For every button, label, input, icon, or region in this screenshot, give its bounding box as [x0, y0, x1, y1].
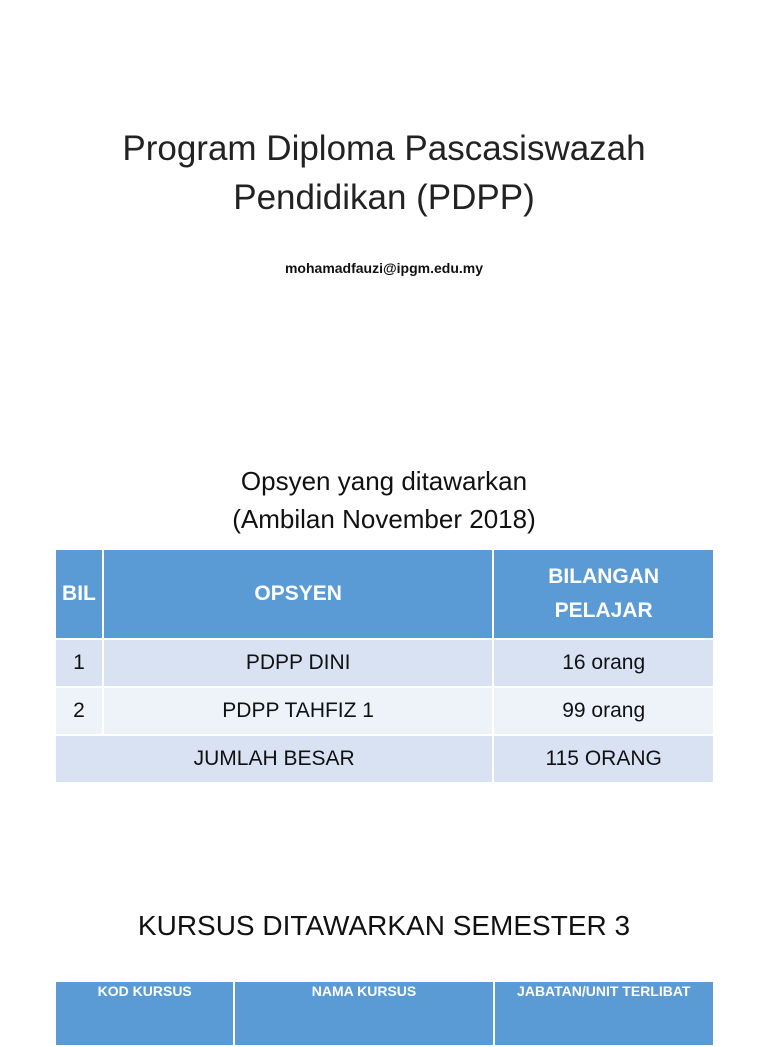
cell-bilangan: 99 orang	[493, 687, 714, 735]
header-nama-kursus	[234, 981, 493, 1046]
header-jabatan-unit	[494, 981, 714, 1046]
header-opsyen: OPSYEN	[103, 549, 493, 639]
slide-title	[40, 124, 728, 222]
slide-title-line2: Pendidikan (PDPP)	[233, 178, 535, 217]
header-bil: BIL	[55, 549, 103, 639]
slide-title-line1: Program Diploma Pascasiswazah	[122, 129, 646, 168]
total-value: 115 ORANG	[493, 735, 714, 783]
header-bilangan-pelajar	[493, 549, 714, 639]
options-table	[54, 548, 715, 784]
table-row	[55, 639, 714, 687]
options-title-line2: (Ambilan November 2018)	[232, 504, 536, 534]
cell-bil: 2	[55, 687, 103, 735]
header-jabatan-unit-text: JABATAN/UNIT TERLIBAT	[517, 983, 691, 999]
semester-title: KURSUS DITAWARKAN SEMESTER 3	[137, 910, 631, 941]
cell-opsyen: PDPP DINI	[103, 639, 493, 687]
options-title	[0, 462, 768, 538]
header-kod-kursus	[55, 981, 234, 1046]
cell-bilangan: 16 orang	[493, 639, 714, 687]
header-nama-kursus-text: NAMA KURSUS	[311, 983, 417, 999]
total-row	[55, 735, 714, 783]
contact-email[interactable]: mohamadfauzi@ipgm.edu.my	[284, 260, 483, 276]
total-label: JUMLAH BESAR	[55, 735, 493, 783]
options-title-line1: Opsyen yang ditawarkan	[240, 466, 528, 496]
table-row	[55, 687, 714, 735]
options-table-header	[55, 549, 714, 639]
header-kod-kursus-text: KOD KURSUS	[97, 983, 192, 999]
cell-bil: 1	[55, 639, 103, 687]
header-bilangan-pelajar-text: BILANGAN PELAJAR	[548, 565, 660, 622]
courses-table	[54, 980, 715, 1047]
cell-opsyen: PDPP TAHFIZ 1	[103, 687, 493, 735]
courses-table-header	[55, 981, 714, 1046]
